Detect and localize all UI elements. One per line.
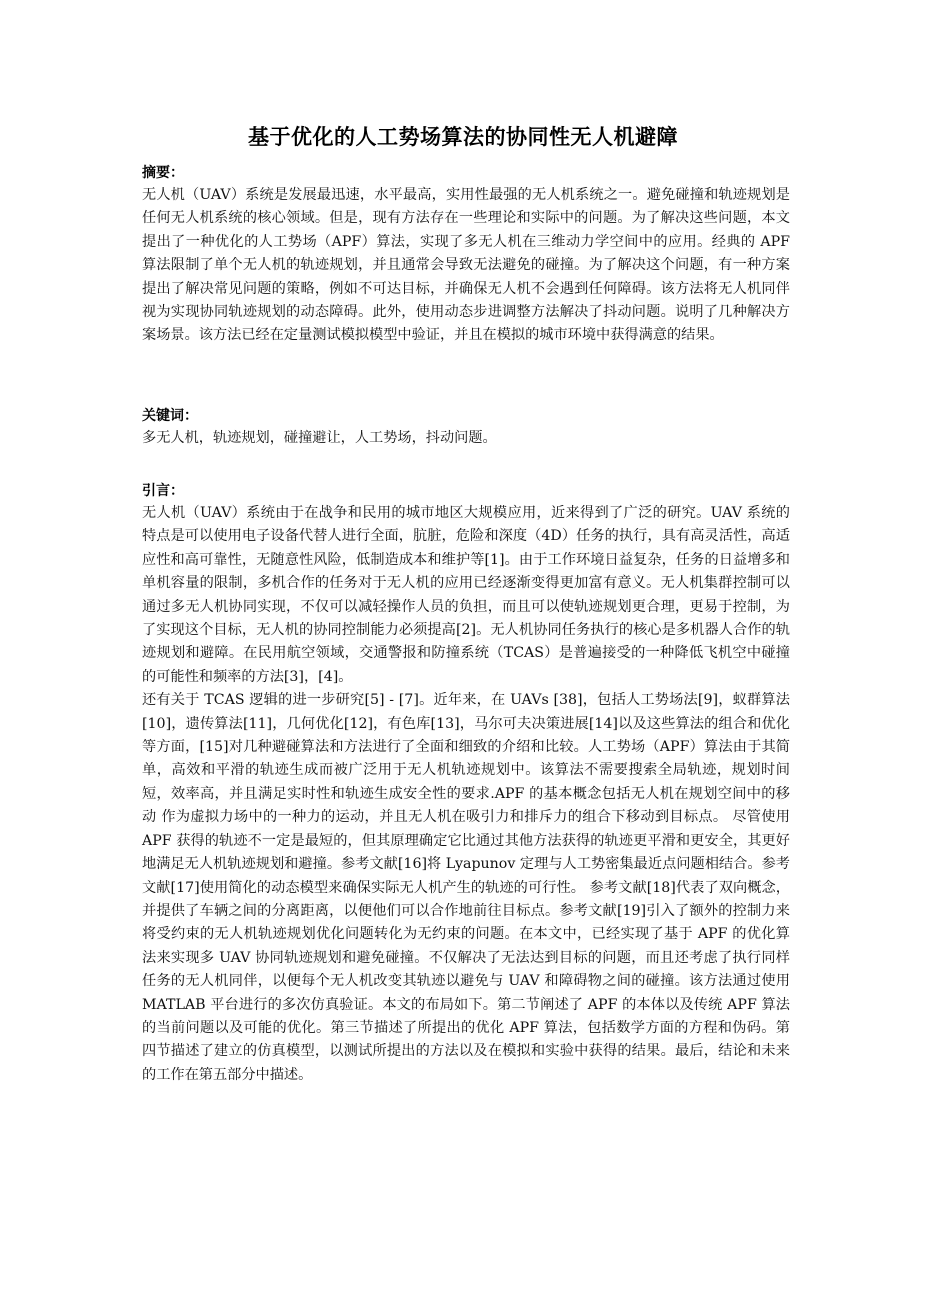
abstract-section <box>142 162 790 348</box>
introduction-section <box>142 480 790 1087</box>
abstract-heading: 摘要： <box>142 165 184 181</box>
introduction-paragraph-1: 无人机（UAV）系统由于在战争和民用的城市地区大规模应用，近来得到了广泛的研究。UAV 系统的特点是可以使用电子设备代替人进行全面，肮脏，危险和深度（4D）任务的执行，具有高灵活性，高适应性和高可靠性，无随意性风险，低制造成本和维护等[1]。由于工作环境日益复杂，任务的日益增多和单机容量的限制，多机合作的任务对于无人机的应用已经逐渐变得更加富有意义。无人机集群控制可以通过多无人机协同实现，不仅可以减轻操作人员的负担，而且可以使轨迹规划更合理，更易于控制，为了实现这个目标，无人机的协同控制能力必须提高[2]。无人机协同任务执行的核心是多机器人合作的轨迹规划和避障。在民用航空领域，交通警报和防撞系统（TCAS）是普遍接受的一种降低飞机空中碰撞的可能性和频率的方法[3]，[4]。 <box>142 505 790 685</box>
abstract-text: 无人机（UAV）系统是发展最迅速，水平最高，实用性最强的无人机系统之一。避免碰撞和轨迹规划是任何无人机系统的核心领域。但是，现有方法存在一些理论和实际中的问题。为了解决这些问题，本文提出了一种优化的人工势场（APF）算法，实现了多无人机在三维动力学空间中的应用。经典的 APF 算法限制了单个无人机的轨迹规划，并且通常会导致无法避免的碰撞。为了解决这个问题，有一种方案提出了解决常见问题的策略，例如不可达目标，并确保无人机不会遇到任何障碍。该方法将无人机同伴视为实现协同轨迹规划的动态障碍。此外，使用动态步进调整方法解决了抖动问题。说明了几种解决方案场景。该方法已经在定量测试模拟模型中验证，并且在模拟的城市环境中获得满意的结果。 <box>142 187 790 344</box>
introduction-heading: 引言： <box>142 483 184 499</box>
keywords-section <box>142 405 790 450</box>
introduction-paragraph-2: 还有关于 TCAS 逻辑的进一步研究[5] - [7]。近年来，在 UAVs [38]，包括人工势场法[9]，蚁群算法[10]，遗传算法[11]，几何优化[12]，有色库[13]，马尔可夫决策进展[14]以及这些算法的组合和优化等方面，[15]对几种避碰算法和方法进行了全面和细致的介绍和比较。人工势场（APF）算法由于其简单，高效和平滑的轨迹生成而被广泛用于无人机轨迹规划中。该算法不需要搜索全局轨迹，规划时间短，效率高，并且满足实时性和轨迹生成安全性的要求.APF 的基本概念包括无人机在规划空间中的移动 作为虚拟力场中的一种力的运动，并且无人机在吸引力和排斥力的组合下移动到目标点。 尽管使用 APF 获得的轨迹不一定是最短的，但其原理确定它比通过其他方法获得的轨迹更平滑和更安全，其更好地满足无人机轨迹规划和避撞。参考文献[16]将 Lyapunov 定理与人工势密集最近点问题相结合。参考文献[17]使用简化的动态模型来确保实际无人机产生的轨迹的可行性。 参考文献[18]代表了双向概念，并提供了车辆之间的分离距离，以便他们可以合作地前往目标点。参考文献[19]引入了额外的控制力来将受约束的无人机轨迹规划优化问题转化为无约束的问题。在本文中，已经实现了基于 APF 的优化算法来实现多 UAV 协同轨迹规划和避免碰撞。不仅解决了无法达到目标的问题，而且还考虑了执行同样任务的无人机同伴，以便每个无人机改变其轨迹以避免与 UAV 和障碍物之间的碰撞。该方法通过使用 MATLAB 平台进行的多次仿真验证。本文的布局如下。第二节阐述了 APF 的本体以及传统 APF 算法的当前问题以及可能的优化。第三节描述了所提出的优化 APF 算法，包括数学方面的方程和伪码。第四节描述了建立的仿真模型，以测试所提出的方法以及在模拟和实验中获得的结果。最后，结论和未来的工作在第五部分中描述。 <box>142 692 790 1083</box>
document-title: 基于优化的人工势场算法的协同性无人机避障 <box>248 125 678 149</box>
keywords-heading: 关键词： <box>142 408 198 424</box>
keywords-text: 多无人机，轨迹规划，碰撞避让，人工势场，抖动问题。 <box>142 430 497 446</box>
